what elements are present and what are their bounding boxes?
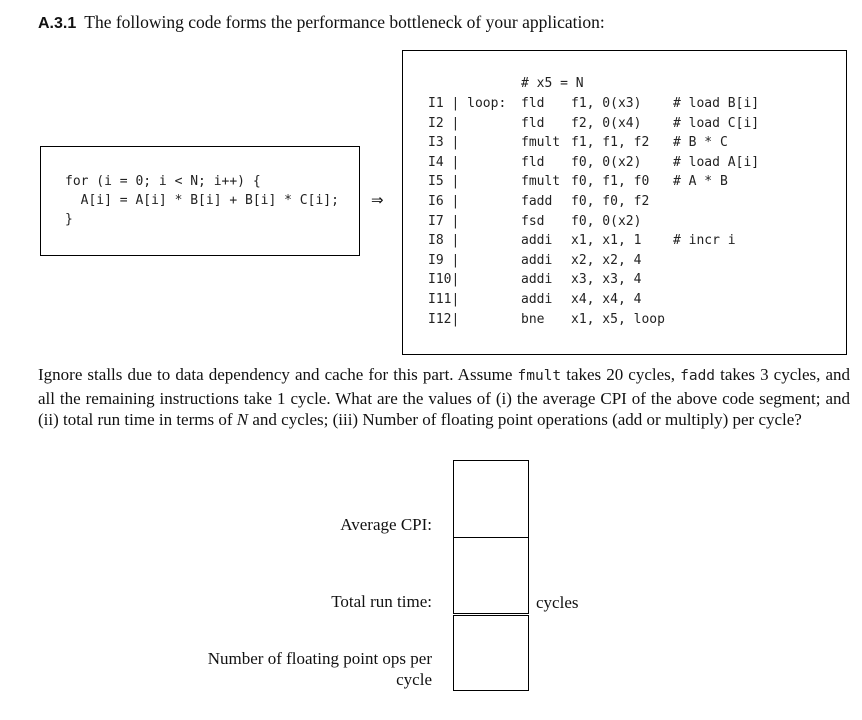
asm-op: addi [521,292,553,307]
asm-args: x3, x3, 4 [571,272,642,288]
asm-args: f0, f0, f2 [571,194,650,209]
asm-args: f0, f1, f0 [571,174,650,190]
asm-comment: # B * C [673,135,728,151]
asm-label: I2 | [428,115,460,131]
asm-label: I8 | [428,233,460,249]
var-n: N [236,410,249,429]
cpi-answer-box[interactable] [453,460,529,538]
asm-op: fld [521,115,545,131]
asm-label: I5 | [428,174,460,190]
asm-op: fsd [521,213,545,229]
asm-args: x1, x1, 1 [571,233,642,249]
asm-label: I11| [428,292,460,307]
asm-label: I1 | loop: [428,96,507,111]
question-heading [38,12,605,33]
c-code-line: } [65,212,73,227]
asm-op: addi [521,252,553,268]
code-fadd: fadd [680,368,716,384]
flops-label-line1: Number of floating point ops per [207,649,432,668]
question-intro: The following code forms the performance bottleneck of your application: [84,12,605,32]
asm-comment: # load A[i] [673,154,760,170]
c-code-line: for (i = 0; i < N; i++) { [65,174,261,189]
asm-label: I10| [428,272,460,288]
asm-args: x1, x5, loop [571,311,665,327]
asm-args: x2, x2, 4 [571,252,642,268]
asm-args: f1, 0(x3) [571,96,642,111]
question-number: A.3.1 [38,15,77,32]
c-code-box [40,146,360,256]
asm-args: f1, f1, f2 [571,135,650,151]
asm-label: I3 | [428,135,460,151]
asm-label: I12| [428,311,460,327]
problem-statement: Ignore stalls due to data dependency and cache for this part. Assume fmult takes 20 cycles, fadd takes 3 cycles, and all the remaining instructions take 1 cycle. What are the values of (i) the average CPI of the above code segment; and (ii) total run time in terms of N and cycles; (iii) Number of floating point operations (add or multiply) per cycle? [38,365,851,429]
asm-args: f0, 0(x2) [571,154,642,170]
runtime-unit: cycles [536,593,579,612]
runtime-answer-box[interactable] [453,537,529,614]
asm-comment: # A * B [673,174,728,190]
asm-label: I7 | [428,213,460,229]
runtime-label: Total run time: [331,592,432,611]
asm-op: addi [521,233,553,249]
asm-label: I4 | [428,154,460,170]
asm-args: f2, 0(x4) [571,115,642,131]
asm-op: bne [521,311,545,327]
asm-comment: # load C[i] [673,115,760,131]
flops-label-line2: cycle [396,670,432,689]
flops-answer-box[interactable] [453,615,529,691]
code-fmult: fmult [517,368,562,384]
asm-label: I9 | [428,252,460,268]
asm-op: fmult [521,135,561,151]
assembly-header: # x5 = N [521,76,584,91]
asm-op: addi [521,272,553,288]
asm-op: fld [521,154,545,170]
asm-label: I6 | [428,194,460,209]
flops-label [150,648,432,690]
asm-args: f0, 0(x2) [571,213,642,229]
asm-op: fmult [521,174,561,190]
asm-op: fld [521,96,545,111]
asm-args: x4, x4, 4 [571,292,642,307]
asm-comment: # incr i [673,233,736,249]
c-code-line: A[i] = A[i] * B[i] + B[i] * C[i]; [65,193,339,208]
arrow-icon: ⇒ [371,191,384,209]
asm-op: fadd [521,194,553,209]
cpi-label: Average CPI: [340,515,432,534]
assembly-box [402,50,847,355]
asm-comment: # load B[i] [673,96,760,111]
